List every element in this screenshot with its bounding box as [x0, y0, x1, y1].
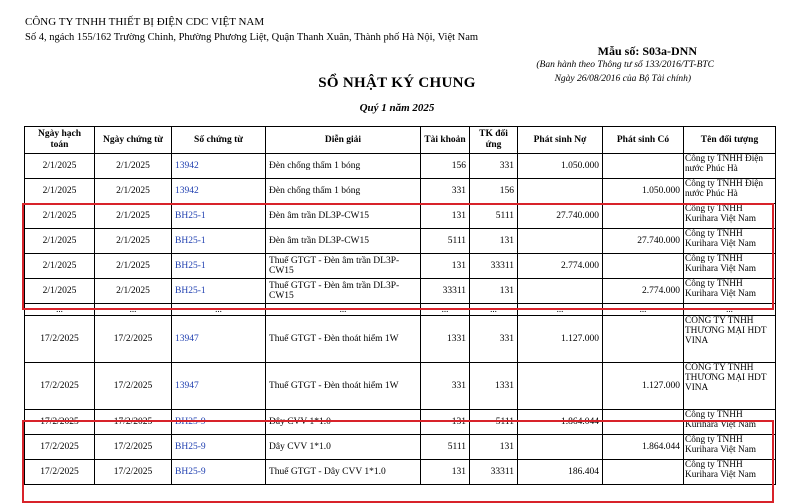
ellipsis-row — [25, 304, 776, 316]
table-row — [25, 279, 776, 304]
column-header-debit: Phát sinh Nợ — [518, 127, 603, 154]
party-name-cell: Công ty TNHH Kurihara Việt Nam — [684, 254, 776, 279]
ellipsis-cell: ... — [684, 304, 776, 316]
ellipsis-cell: ... — [25, 304, 95, 316]
regulation-note-line2: Ngày 26/08/2016 của Bộ Tài chính) — [554, 74, 691, 84]
company-name: CÔNG TY TNHH THIẾT BỊ ĐIỆN CDC VIỆT NAM — [25, 16, 265, 28]
document-date-cell: 2/1/2025 — [95, 204, 172, 229]
description-cell: Đèn chống thấm 1 bóng — [266, 154, 421, 179]
debit-cell — [518, 435, 603, 460]
table-row — [25, 316, 776, 363]
debit-cell: 186.404 — [518, 460, 603, 485]
account-cell: 331 — [421, 179, 470, 204]
account-cell: 131 — [421, 460, 470, 485]
debit-cell — [518, 279, 603, 304]
party-name-cell: CÔNG TY TNHH THƯƠNG MẠI HDT VINA — [684, 363, 776, 410]
credit-cell: 1.050.000 — [603, 179, 684, 204]
description-cell: Thuế GTGT - Đèn thoát hiểm 1W — [266, 363, 421, 410]
document-date-cell: 2/1/2025 — [95, 179, 172, 204]
contra-account-cell: 331 — [470, 154, 518, 179]
ellipsis-cell: ... — [518, 304, 603, 316]
debit-cell: 1.050.000 — [518, 154, 603, 179]
column-header-credit: Phát sinh Có — [603, 127, 684, 154]
table-row — [25, 204, 776, 229]
form-number: Mẫu số: S03a-DNN — [597, 44, 697, 58]
posting-date-cell: 2/1/2025 — [25, 254, 95, 279]
document-number-cell: 13947 — [172, 316, 266, 363]
document-number-cell: BH25-1 — [172, 229, 266, 254]
posting-date-cell: 2/1/2025 — [25, 229, 95, 254]
column-header-posting-date: Ngày hạch toán — [25, 127, 95, 154]
posting-date-cell: 17/2/2025 — [25, 460, 95, 485]
posting-date-cell: 2/1/2025 — [25, 279, 95, 304]
party-name-cell: Công ty TNHH Kurihara Việt Nam — [684, 435, 776, 460]
ellipsis-cell: ... — [95, 304, 172, 316]
contra-account-cell: 131 — [470, 279, 518, 304]
document-number-cell: BH25-9 — [172, 410, 266, 435]
document-number-cell: BH25-1 — [172, 254, 266, 279]
debit-cell — [518, 229, 603, 254]
debit-cell: 27.740.000 — [518, 204, 603, 229]
party-name-cell: Công ty TNHH Kurihara Việt Nam — [684, 279, 776, 304]
debit-cell — [518, 179, 603, 204]
credit-cell — [603, 204, 684, 229]
table-row — [25, 179, 776, 204]
party-name-cell: Công ty TNHH Kurihara Việt Nam — [684, 410, 776, 435]
contra-account-cell: 331 — [470, 316, 518, 363]
credit-cell — [603, 460, 684, 485]
column-header-document-date: Ngày chứng từ — [95, 127, 172, 154]
credit-cell: 2.774.000 — [603, 279, 684, 304]
description-cell: Đèn âm trần DL3P-CW15 — [266, 229, 421, 254]
posting-date-cell: 17/2/2025 — [25, 410, 95, 435]
table-header-row — [25, 127, 776, 154]
ledger-title: SỔ NHẬT KÝ CHUNG — [318, 75, 476, 91]
column-header-account: Tài khoản — [421, 127, 470, 154]
company-address: Số 4, ngách 155/162 Trường Chinh, Phường Phương Liệt, Quận Thanh Xuân, Thành phố Hà Nội, Việt Nam — [25, 32, 479, 43]
credit-cell: 1.864.044 — [603, 435, 684, 460]
ellipsis-cell: ... — [266, 304, 421, 316]
column-header-description: Diễn giải — [266, 127, 421, 154]
debit-cell: 1.127.000 — [518, 316, 603, 363]
document-number-cell: 13942 — [172, 179, 266, 204]
contra-account-cell: 5111 — [470, 410, 518, 435]
description-cell: Thuế GTGT - Đèn âm trần DL3P-CW15 — [266, 254, 421, 279]
document-date-cell: 17/2/2025 — [95, 316, 172, 363]
document-date-cell: 2/1/2025 — [95, 229, 172, 254]
document-date-cell: 2/1/2025 — [95, 279, 172, 304]
ellipsis-cell: ... — [470, 304, 518, 316]
contra-account-cell: 33311 — [470, 460, 518, 485]
document-date-cell: 17/2/2025 — [95, 435, 172, 460]
document-number-cell: BH25-1 — [172, 204, 266, 229]
description-cell: Thuế GTGT - Dây CVV 1*1.0 — [266, 460, 421, 485]
description-cell: Dây CVV 1*1.0 — [266, 410, 421, 435]
document-date-cell: 17/2/2025 — [95, 460, 172, 485]
account-cell: 1331 — [421, 316, 470, 363]
regulation-note-line1: (Ban hành theo Thông tư số 133/2016/TT-BTC — [536, 60, 714, 70]
party-name-cell: Công ty TNHH Kurihara Việt Nam — [684, 204, 776, 229]
credit-cell: 27.740.000 — [603, 229, 684, 254]
table-row — [25, 254, 776, 279]
table-row — [25, 410, 776, 435]
document-number-cell: BH25-9 — [172, 460, 266, 485]
table-row — [25, 154, 776, 179]
account-cell: 331 — [421, 363, 470, 410]
credit-cell — [603, 254, 684, 279]
document-date-cell: 17/2/2025 — [95, 363, 172, 410]
debit-cell — [518, 363, 603, 410]
posting-date-cell: 2/1/2025 — [25, 179, 95, 204]
column-header-contra-account: TK đối ứng — [470, 127, 518, 154]
contra-account-cell: 131 — [470, 435, 518, 460]
account-cell: 131 — [421, 204, 470, 229]
debit-cell: 1.864.044 — [518, 410, 603, 435]
table-row — [25, 460, 776, 485]
account-cell: 131 — [421, 410, 470, 435]
account-cell: 5111 — [421, 435, 470, 460]
account-cell: 131 — [421, 254, 470, 279]
posting-date-cell: 2/1/2025 — [25, 154, 95, 179]
general-journal-table — [24, 126, 776, 485]
table-row — [25, 229, 776, 254]
party-name-cell: Công ty TNHH Điện nước Phúc Hà — [684, 179, 776, 204]
description-cell: Thuế GTGT - Đèn thoát hiểm 1W — [266, 316, 421, 363]
document-number-cell: BH25-1 — [172, 279, 266, 304]
party-name-cell: Công ty TNHH Kurihara Việt Nam — [684, 460, 776, 485]
ellipsis-cell: ... — [172, 304, 266, 316]
posting-date-cell: 17/2/2025 — [25, 435, 95, 460]
credit-cell — [603, 410, 684, 435]
party-name-cell: Công ty TNHH Kurihara Việt Nam — [684, 229, 776, 254]
description-cell: Dây CVV 1*1.0 — [266, 435, 421, 460]
contra-account-cell: 5111 — [470, 204, 518, 229]
document-number-cell: 13947 — [172, 363, 266, 410]
column-header-party-name: Tên đối tượng — [684, 127, 776, 154]
credit-cell — [603, 154, 684, 179]
party-name-cell: Công ty TNHH Điện nước Phúc Hà — [684, 154, 776, 179]
description-cell: Thuế GTGT - Đèn âm trần DL3P-CW15 — [266, 279, 421, 304]
description-cell: Đèn chống thấm 1 bóng — [266, 179, 421, 204]
account-cell: 5111 — [421, 229, 470, 254]
ellipsis-cell: ... — [421, 304, 470, 316]
contra-account-cell: 131 — [470, 229, 518, 254]
contra-account-cell: 33311 — [470, 254, 518, 279]
table-row — [25, 363, 776, 410]
ledger-period: Quý 1 năm 2025 — [359, 102, 435, 114]
posting-date-cell: 17/2/2025 — [25, 316, 95, 363]
table-row — [25, 435, 776, 460]
document-number-cell: 13942 — [172, 154, 266, 179]
document-date-cell: 2/1/2025 — [95, 254, 172, 279]
column-header-document-number: Số chứng từ — [172, 127, 266, 154]
description-cell: Đèn âm trần DL3P-CW15 — [266, 204, 421, 229]
account-cell: 33311 — [421, 279, 470, 304]
credit-cell — [603, 316, 684, 363]
contra-account-cell: 156 — [470, 179, 518, 204]
credit-cell: 1.127.000 — [603, 363, 684, 410]
document-date-cell: 17/2/2025 — [95, 410, 172, 435]
document-number-cell: BH25-9 — [172, 435, 266, 460]
posting-date-cell: 17/2/2025 — [25, 363, 95, 410]
debit-cell: 2.774.000 — [518, 254, 603, 279]
posting-date-cell: 2/1/2025 — [25, 204, 95, 229]
contra-account-cell: 1331 — [470, 363, 518, 410]
document-date-cell: 2/1/2025 — [95, 154, 172, 179]
party-name-cell: CÔNG TY TNHH THƯƠNG MẠI HDT VINA — [684, 316, 776, 363]
account-cell: 156 — [421, 154, 470, 179]
ellipsis-cell: ... — [603, 304, 684, 316]
